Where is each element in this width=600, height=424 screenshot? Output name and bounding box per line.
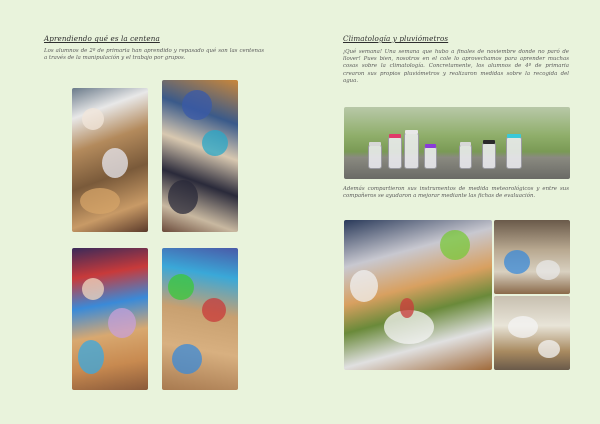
photo-classroom-evaluation xyxy=(344,220,492,370)
photo-students-groups-1 xyxy=(72,248,148,390)
photo-classroom-small-1 xyxy=(494,220,570,294)
right-page xyxy=(300,0,600,424)
climatologia-paragraph: ¡Qué semana! Una semana que hubo a finales de noviembre donde no paró de llover! Pues bien, nosotros en el cole lo aprovechamos para aprender muchas cosas sobre la climatología. Concretamente, los alumnos de 4º de primaria crearon sus propios pluviómetros y realizaron medidas sobre la recogida del agua. xyxy=(343,49,569,84)
photo-classroom-small-2 xyxy=(494,296,570,370)
photo-pluviometers xyxy=(344,107,570,179)
centena-title: Aprendiendo qué es la centena xyxy=(44,34,160,43)
climatologia-title: Climatología y pluviómetros xyxy=(343,34,449,43)
compartieron-paragraph: Además compartieron sus instrumentos de medida meteorológicos y entre sus compañeros se ayudaron a mejorar mediante las fichas de evaluación. xyxy=(343,186,569,200)
centena-paragraph: Los alumnos de 2º de primaria han aprendido y repasado qué son las centenas a través de la manipulación y el trabajo por grupos. xyxy=(44,48,264,62)
photo-students-counting-2 xyxy=(162,80,238,232)
photo-students-groups-2 xyxy=(162,248,238,390)
photo-students-counting-1 xyxy=(72,88,148,232)
